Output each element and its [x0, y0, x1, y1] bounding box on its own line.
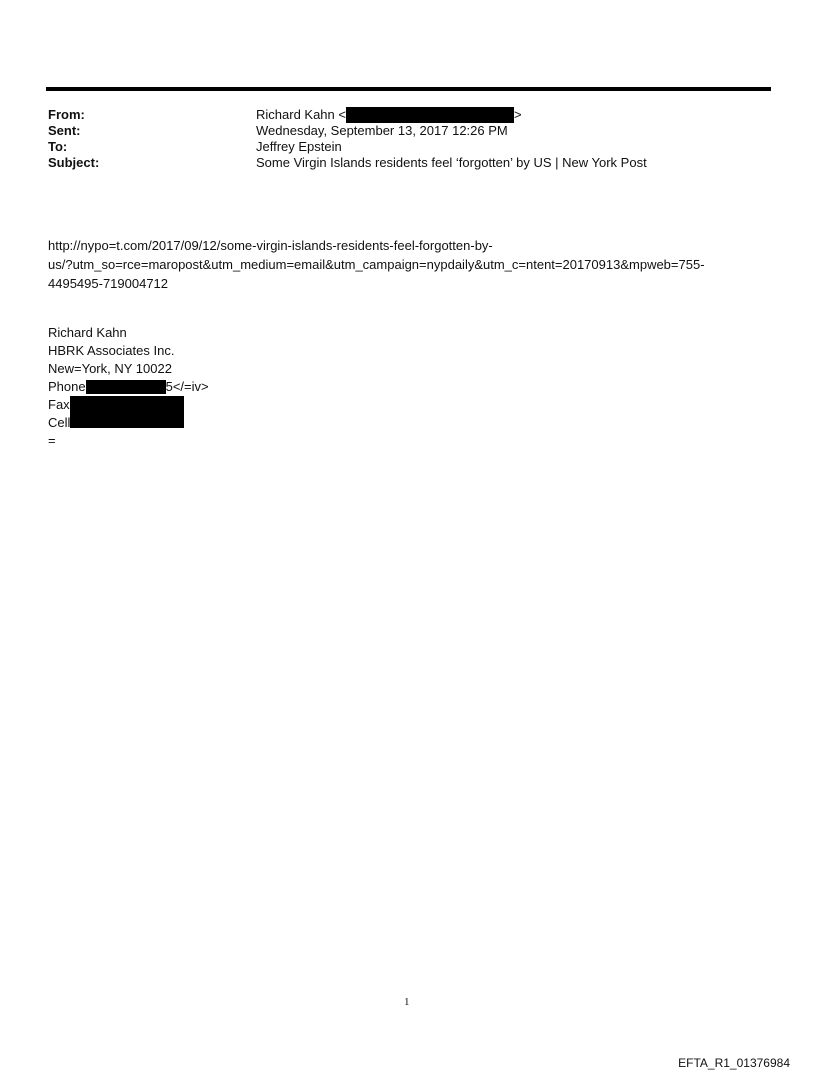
from-name: Richard Kahn < [256, 107, 346, 122]
phone-label: Phone [48, 379, 86, 394]
email-signature [48, 324, 209, 450]
email-body-link [48, 236, 768, 293]
url-line: http://nypo=t.com/2017/09/12/some-virgin-islands-residents-feel-forgotten-by- [48, 238, 493, 253]
subject-value: Some Virgin Islands residents feel ‘forgotten’ by US | New York Post [256, 155, 647, 170]
sent-row [48, 123, 647, 139]
sent-value: Wednesday, September 13, 2017 12:26 PM [256, 123, 508, 138]
redaction-box [70, 396, 184, 414]
document-id: EFTA_R1_01376984 [678, 1056, 790, 1070]
url-line: 4495495-719004712 [48, 276, 169, 291]
fax-label: Fax [48, 397, 70, 412]
redaction-box [86, 380, 166, 394]
redaction-box [346, 107, 514, 123]
signature-fax [48, 396, 209, 414]
signature-company: HBRK Associates Inc. [48, 343, 175, 358]
from-row [48, 107, 647, 123]
page-number: 1 [404, 996, 410, 1008]
signature-cell [48, 414, 209, 432]
from-label: From: [48, 107, 85, 122]
phone-tail: 5</=iv> [165, 379, 209, 394]
header-rule [46, 87, 771, 91]
to-label: To: [48, 139, 68, 154]
to-row [48, 139, 647, 155]
signature-city: New=York, NY 10022 [48, 361, 172, 376]
email-header [48, 107, 647, 171]
sent-label: Sent: [48, 123, 81, 138]
subject-row [48, 155, 647, 171]
url-line: us/?utm_so=rce=maropost&utm_medium=email&utm_campaign=nypdaily&utm_c=ntent=20170913&mpweb=755- [48, 257, 705, 272]
to-value: Jeffrey Epstein [256, 139, 342, 154]
redaction-box [70, 414, 184, 428]
from-value [256, 107, 522, 123]
signature-phone [48, 378, 209, 396]
signature-name: Richard Kahn [48, 325, 127, 340]
cell-label: Cell [48, 415, 71, 430]
from-value-end: > [513, 107, 522, 122]
signature-trailing: = [48, 433, 56, 448]
subject-label: Subject: [48, 155, 100, 170]
